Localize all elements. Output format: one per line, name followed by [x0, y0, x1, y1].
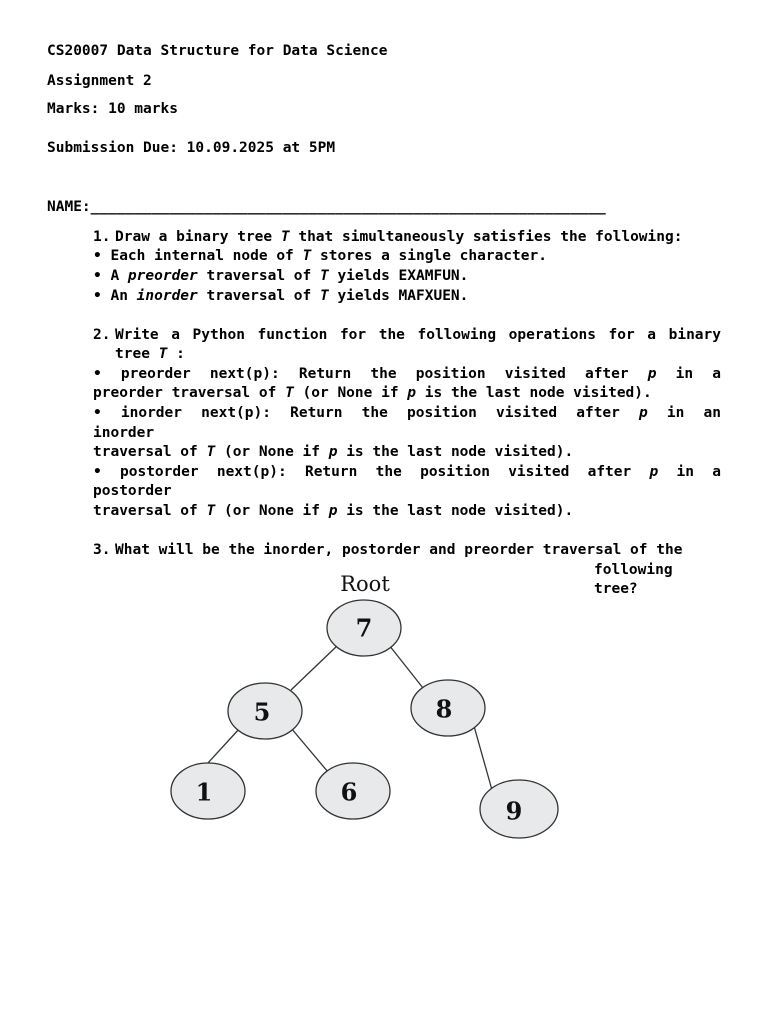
question-3-continuation-1: following	[594, 562, 673, 578]
question-1-bullet-1: • Each internal node of T stores a single character.	[93, 248, 547, 264]
postorder-next-line-2: postorder	[93, 483, 172, 499]
preorder-next-line-2: preorder traversal of T (or None if p is the last node visited).	[93, 385, 652, 401]
tree-node-6	[316, 763, 390, 819]
question-1-bullet-3: • An inorder traversal of T yields MAFXUEN.	[93, 288, 469, 304]
question-3-text: What will be the inorder, postorder and preorder traversal of the	[115, 542, 683, 558]
inorder-next-line-3: traversal of T (or None if p is the last node visited).	[93, 444, 574, 460]
question-2-line-2: tree T :	[115, 346, 185, 362]
tree-node-9-label: 9	[505, 796, 523, 826]
name-field	[47, 199, 606, 215]
tree-node-5-label: 5	[253, 697, 271, 727]
question-1-bullet-2: • A preorder traversal of T yields EXAMFUN.	[93, 268, 469, 284]
question-3-continuation-2: tree?	[594, 581, 638, 597]
tree-node-1	[171, 763, 245, 819]
assignment-title: Assignment 2	[47, 73, 152, 89]
question-3	[93, 542, 682, 558]
postorder-next-line-1: • postorder next(p): Return the position visited after p in a	[93, 464, 721, 480]
question-3-number: 3.	[93, 542, 111, 558]
tree-node-7	[327, 600, 401, 656]
marks-line: Marks: 10 marks	[47, 101, 178, 117]
name-label: NAME:	[47, 199, 91, 215]
question-1	[93, 229, 682, 245]
edge-5-1	[207, 728, 240, 764]
edge-5-6	[291, 728, 328, 772]
tree-node-6-label: 6	[340, 777, 358, 807]
inorder-next-line-1: • inorder next(p): Return the position visited after p in an	[93, 405, 721, 421]
name-blank-line: ___________________________________________________________	[90, 199, 606, 215]
tree-node-8	[411, 680, 485, 736]
question-1-text: Draw a binary tree T that simultaneously satisfies the following:	[115, 229, 683, 245]
question-2: 2. Write a Python function for the following operations for a binary	[93, 327, 721, 343]
tree-node-5	[228, 683, 302, 739]
course-title: CS20007 Data Structure for Data Science	[47, 43, 388, 59]
tree-node-1-label: 1	[195, 777, 213, 807]
due-date-line: Submission Due: 10.09.2025 at 5PM	[47, 140, 336, 156]
tree-node-9	[480, 780, 558, 838]
inorder-next-line-2: inorder	[93, 425, 155, 441]
edge-7-8	[389, 645, 423, 688]
tree-node-7-label: 7	[355, 613, 373, 643]
root-caption: Root	[340, 572, 390, 596]
binary-tree-diagram	[160, 566, 580, 856]
question-1-number: 1.	[93, 229, 111, 245]
edge-7-5	[291, 645, 338, 690]
tree-node-8-label: 8	[435, 694, 453, 724]
preorder-next-line-1: • preorder next(p): Return the position visited after p in a	[93, 366, 722, 382]
question-2-number: 2.	[93, 327, 111, 343]
postorder-next-line-3: traversal of T (or None if p is the last node visited).	[93, 503, 574, 519]
edge-8-9	[474, 726, 492, 790]
